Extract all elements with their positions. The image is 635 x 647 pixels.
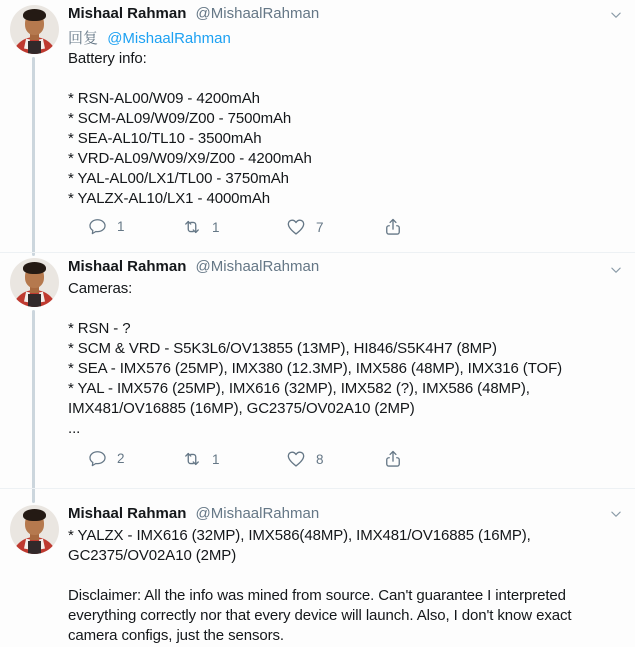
author-name[interactable]: Mishaal Rahman <box>68 5 187 22</box>
avatar[interactable] <box>10 505 59 554</box>
body-line: * YALZX-AL10/LX1 - 4000mAh <box>68 190 270 207</box>
tweet-body <box>68 527 605 647</box>
tweet-header <box>68 504 605 527</box>
body-line: * SEA-AL10/TL10 - 3500mAh <box>68 130 262 147</box>
heart-icon <box>286 217 306 237</box>
body-line: * YAL - IMX576 (25MP), IMX616 (32MP), IMX582 (?), IMX586 (48MP), <box>68 380 530 397</box>
body-line <box>68 70 605 90</box>
body-line: * VRD-AL09/W09/X9/Z00 - 4200mAh <box>68 150 312 167</box>
tweet[interactable] <box>0 0 635 252</box>
avatar-art <box>23 262 46 274</box>
reply-icon <box>88 217 107 236</box>
retweet-icon <box>182 449 202 469</box>
reply-count: 1 <box>117 219 125 234</box>
body-line: Battery info: <box>68 50 147 67</box>
tweet-body <box>68 280 605 440</box>
replying-to-handle-link[interactable]: @MishaalRahman <box>107 30 231 47</box>
share-icon <box>383 217 403 237</box>
tweet[interactable] <box>0 253 635 488</box>
retweet-icon <box>182 217 202 237</box>
tweet[interactable] <box>0 489 635 643</box>
body-line: * SEA - IMX576 (25MP), IMX380 (12.3MP), IMX586 (48MP), IMX316 (TOF) <box>68 360 563 377</box>
share-button[interactable] <box>383 449 403 469</box>
reply-button[interactable] <box>88 449 125 468</box>
share-button[interactable] <box>383 217 403 237</box>
reply-icon <box>88 449 107 468</box>
author-name[interactable]: Mishaal Rahman <box>68 505 187 522</box>
more-button[interactable] <box>607 505 625 523</box>
reply-count: 2 <box>117 451 125 466</box>
replying-to-label: 回复 <box>68 30 99 47</box>
body-line: camera configs, just the sensors. <box>68 627 284 644</box>
tweet-header <box>68 257 605 280</box>
author-handle[interactable]: @MishaalRahman <box>195 505 320 522</box>
tweet-header <box>68 4 605 27</box>
chevron-down-icon <box>607 505 625 523</box>
body-line: * SCM & VRD - S5K3L6/OV13855 (13MP), HI846/S5K4H7 (8MP) <box>68 340 497 357</box>
body-line: Disclaimer: All the info was mined from source. Can't guarantee I interpreted <box>68 587 566 604</box>
retweet-count: 1 <box>212 451 220 467</box>
chevron-down-icon <box>607 6 625 24</box>
tweet-body <box>68 50 605 210</box>
author-name[interactable]: Mishaal Rahman <box>68 258 187 275</box>
share-icon <box>383 449 403 469</box>
replying-to <box>68 27 605 50</box>
avatar[interactable] <box>10 258 59 307</box>
like-count: 8 <box>316 451 324 467</box>
reply-button[interactable] <box>88 217 125 236</box>
body-line: * SCM-AL09/W09/Z00 - 7500mAh <box>68 110 292 127</box>
author-handle[interactable]: @MishaalRahman <box>195 5 320 22</box>
more-button[interactable] <box>607 6 625 24</box>
avatar-art <box>28 41 41 54</box>
avatar-art <box>28 541 41 554</box>
tweet-actions <box>88 217 528 239</box>
avatar-art <box>23 9 46 21</box>
body-line <box>68 300 605 320</box>
retweet-count: 1 <box>212 219 220 235</box>
author-handle[interactable]: @MishaalRahman <box>195 258 320 275</box>
tweet-actions <box>88 449 528 471</box>
body-line <box>68 567 605 587</box>
body-line: everything correctly nor that every device will launch. Also, I don't know exact <box>68 607 572 624</box>
body-line: * RSN-AL00/W09 - 4200mAh <box>68 90 260 107</box>
like-count: 7 <box>316 219 324 235</box>
body-line: Cameras: <box>68 280 133 297</box>
avatar-art <box>28 294 41 307</box>
heart-icon <box>286 449 306 469</box>
chevron-down-icon <box>607 261 625 279</box>
body-line: IMX481/OV16885 (16MP), GC2375/OV02A10 (2MP) <box>68 400 415 417</box>
more-button[interactable] <box>607 261 625 279</box>
like-button[interactable] <box>286 449 324 469</box>
body-line: * YAL-AL00/LX1/TL00 - 3750mAh <box>68 170 289 187</box>
body-line: GC2375/OV02A10 (2MP) <box>68 547 237 564</box>
body-line: ... <box>68 420 81 437</box>
retweet-button[interactable] <box>182 217 220 237</box>
like-button[interactable] <box>286 217 324 237</box>
avatar-art <box>23 509 46 521</box>
body-line: * RSN - ? <box>68 320 131 337</box>
body-line: * YALZX - IMX616 (32MP), IMX586(48MP), IMX481/OV16885 (16MP), <box>68 527 531 544</box>
retweet-button[interactable] <box>182 449 220 469</box>
avatar[interactable] <box>10 5 59 54</box>
